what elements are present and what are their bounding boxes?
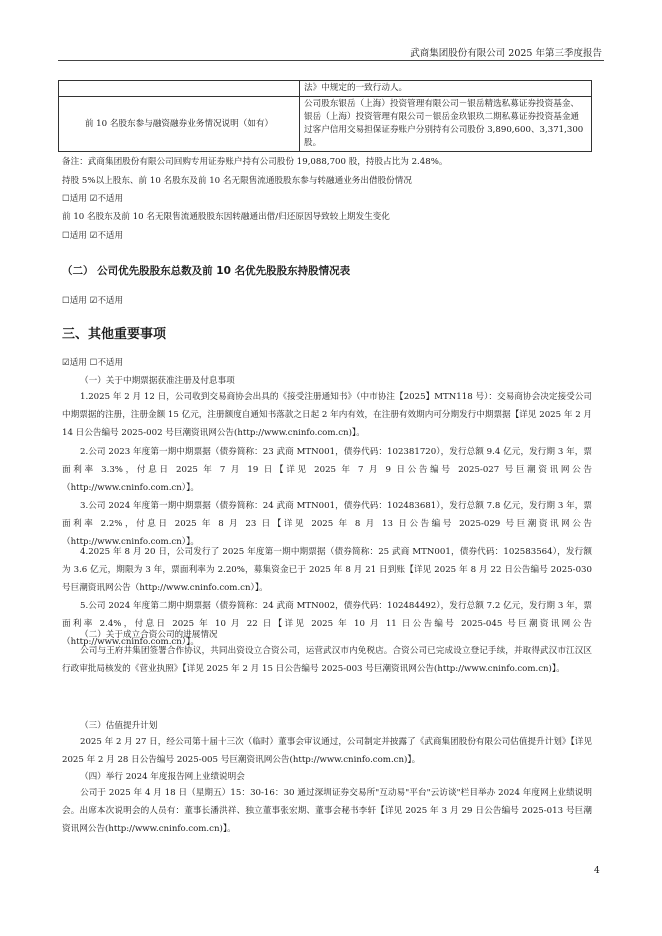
- table-row: [59, 81, 592, 97]
- section-3-title: 三、其他重要事项: [62, 327, 167, 342]
- paragraph-mtn-2024-1: 3.公司 2024 年度第一期中期票据（债券简称：24 武商 MTN001，债券代码：102483681），发行总额 7.8 亿元，发行期 3 年，票面利率 2.2%，付息日 2025 年 8 月 23 日【详见 2025 年 8 月 13 日公告编号 2025-029 号巨潮资讯网公告（http://www.cninfo.com.cn）】。: [62, 501, 592, 548]
- subsection-jv-title: （二）关于成立合资公司的进展情况: [80, 630, 218, 640]
- paragraph-briefing: 公司于 2025 年 4 月 18 日（星期五）15：30-16：30 通过深圳证券交易所"互动易"平台"云访谈"栏目举办 2024 年度网上业绩说明会。出席本次说明会的人员有：董事长潘洪祥、独立董事张宏期、董事会秘书李轩【详见 2025 年 3 月 29 日公告编号 2025-013 号巨潮资讯网公告(http://www.cninfo.com.cn)】。: [62, 788, 592, 835]
- page-number: 4: [594, 866, 600, 876]
- paragraph-mtn-2025: 4.2025 年 8 月 20 日，公司发行了 2025 年度第一期中期票据（债券简称：25 武商 MTN001，债券代码：102583564），发行额为 3.6 亿元，期限为 3 年，票面利率为 2.20%，募集资金已于 2025 年 8 月 21 日到账【详见 2025 年 8 月 22 日公告编号 2025-030 号巨潮资讯网公告（http://www.cninfo.com.cn）】。: [62, 547, 592, 594]
- paragraph-joint-venture: 公司与王府井集团签署合作协议，共同出资设立合资公司，运营武汉市内免税店。合资公司已完成设立登记手续，并取得武汉市江汉区行政审批局核发的《营业执照》【详见 2025 年 2 月 15 日公告编号 2025-003 号巨潮资讯网公告(http://www.cninfo.com.cn)】。: [62, 646, 592, 675]
- section-3-checkbox: ☑适用 ☐不适用: [62, 358, 124, 368]
- subsection-valuation-title: （三）估值提升计划: [80, 721, 158, 731]
- table-cell-label: 前 10 名股东参与融资融券业务情况说明（如有）: [59, 97, 300, 152]
- paragraph-registration: 1.2025 年 2 月 12 日，公司收到交易商协会出具的《接受注册通知书》（中市协注【2025】MTN118 号）：交易商协会决定接受公司中期票据的注册，注册金额 15 亿元，注册额度自通知书落款之日起 2 年内有效，在注册有效期内可分期发行中期票据【详见 2025 年 2 月 14 日公告编号 2025-002 号巨潮资讯网公告(http://www.cninfo.com.cn)】。: [62, 392, 592, 439]
- lending-question: 持股 5%以上股东、前 10 名股东及前 10 名无限售流通股股东参与转融通业务出借股份情况: [62, 176, 412, 186]
- section-2-title: （二） 公司优先股股东总数及前 10 名优先股股东持股情况表: [62, 265, 351, 277]
- table-cell: 公司股东银岳（上海）投资管理有限公司－银岳精选私募证券投资基金、银岳（上海）投资管理有限公司－银岳金玖银玖二期私募证券投资基金通过客户信用交易担保证券账户分别持有公司股份 3,890,600、3,371,300 股。: [300, 97, 592, 152]
- change-question: 前 10 名股东及前 10 名无限售流通股股东因转融通出借/归还原因导致较上期发生变化: [62, 212, 390, 222]
- header-divider: [58, 60, 604, 61]
- page-header: 武商集团股份有限公司 2025 年第三季度报告: [410, 48, 602, 59]
- paragraph-mtn-2023: 2.公司 2023 年度第一期中期票据（债券简称：23 武商 MTN001，债券代码：102381720），发行总额 9.4 亿元，发行期 3 年，票面利率 3.3%，付息日 2025 年 7 月 19 日【详见 2025 年 7 月 9 日公告编号 2025-027 号巨潮资讯网公告（http://www.cninfo.com.cn）】。: [62, 447, 592, 494]
- subsection-notes-title: （一）关于中期票据获准注册及付息事项: [80, 376, 235, 386]
- table-cell: 法》中规定的一致行动人。: [300, 81, 592, 97]
- lending-checkbox: ☐适用 ☑不适用: [62, 194, 124, 204]
- remark-text: 备注：武商集团股份有限公司回购专用证券账户持有公司股份 19,088,700 股，持股占比为 2.48%。: [62, 157, 448, 167]
- paragraph-mtn-2024-2: 5.公司 2024 年度第二期中期票据（债券简称：24 武商 MTN002，债券代码：102484492），发行总额 7.2 亿元，发行期 3 年，票面利率 2.4%，付息日 2025 年 10 月 22 日【详见 2025 年 10 月 11 日公告编号 2025-045 号巨潮资讯网公告（http://www.cninfo.com.cn）】。: [62, 601, 592, 648]
- section-2-checkbox: ☐适用 ☑不适用: [62, 296, 124, 306]
- table-row: [59, 97, 592, 152]
- subsection-briefing-title: （四）举行 2024 年度报告网上业绩说明会: [80, 772, 245, 782]
- change-checkbox: ☐适用 ☑不适用: [62, 231, 124, 241]
- shareholder-table: [58, 80, 592, 152]
- table-cell-empty: [59, 81, 300, 97]
- paragraph-valuation: 2025 年 2 月 27 日，经公司第十届十三次（临时）董事会审议通过，公司制定并披露了《武商集团股份有限公司估值提升计划》【详见 2025 年 2 月 28 日公告编号 2025-005 号巨潮资讯网公告(http://www.cninfo.com.cn)】。: [62, 737, 592, 766]
